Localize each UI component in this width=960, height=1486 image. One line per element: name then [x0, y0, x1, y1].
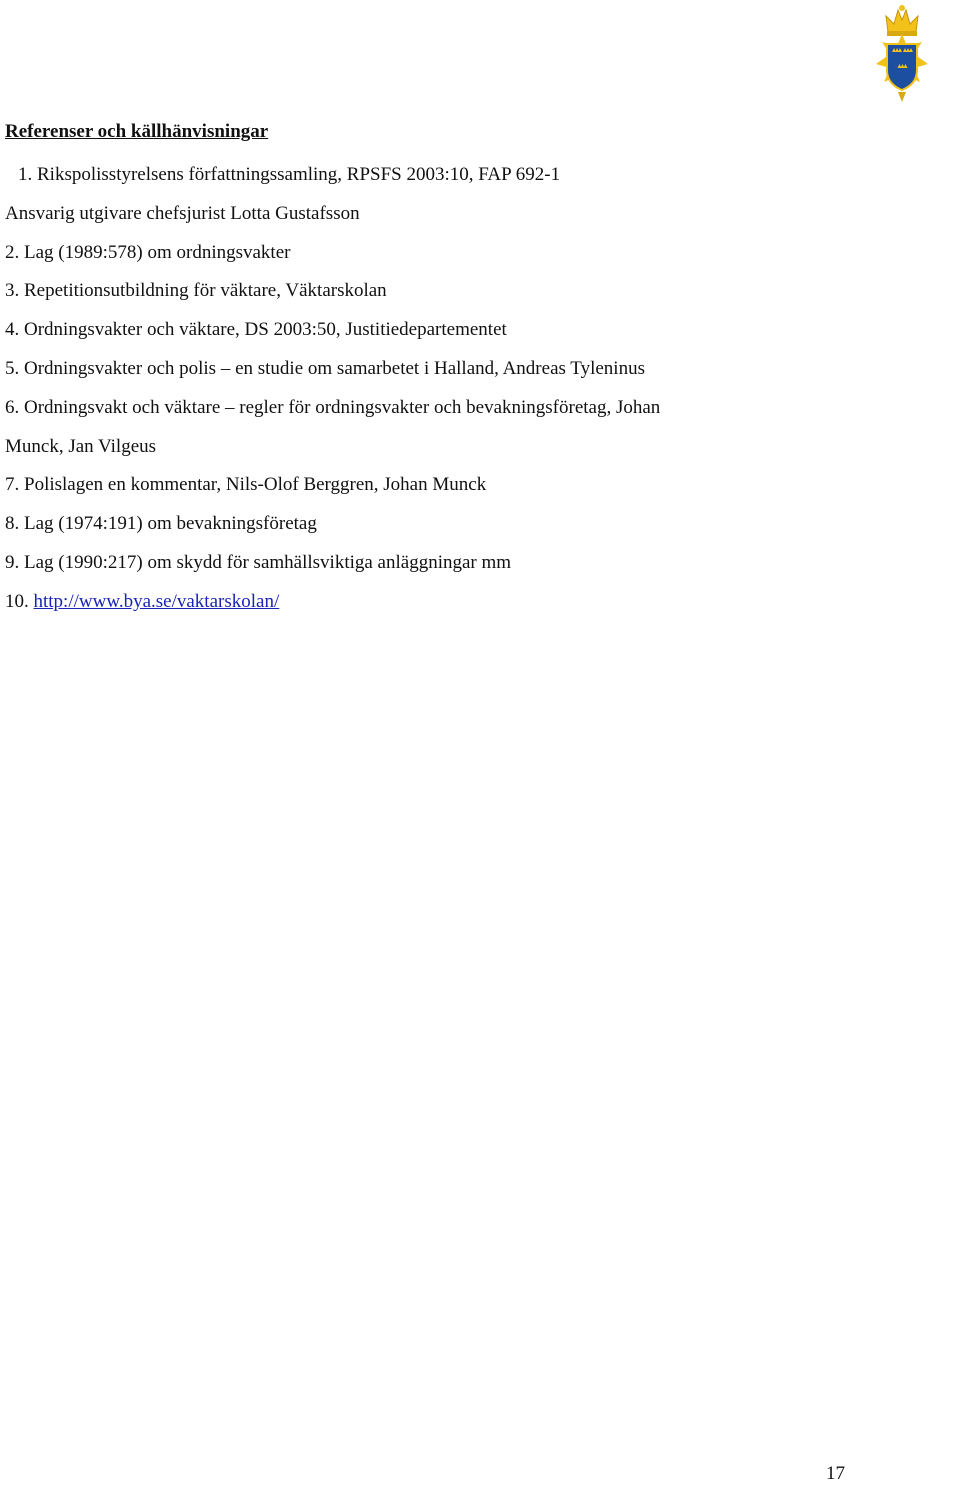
reference-item-7: 7. Polislagen en kommentar, Nils-Olof Berggren, Johan Munck [5, 474, 487, 496]
reference-item-1: 1. Rikspolisstyrelsens författningssamling, RPSFS 2003:10, FAP 692-1 [18, 164, 561, 185]
reference-item-4: 4. Ordningsvakter och väktare, DS 2003:50, Justitiedepartementet [5, 319, 507, 341]
reference-item-6-continuation: Munck, Jan Vilgeus [5, 435, 157, 457]
page-number: 17 [826, 1463, 845, 1484]
vaktarskolan-link[interactable]: http://www.bya.se/vaktarskolan/ [33, 590, 280, 612]
reference-item-2: 2. Lag (1989:578) om ordningsvakter [5, 241, 291, 263]
reference-item-9: 9. Lag (1990:217) om skydd för samhällsviktiga anläggningar mm [5, 551, 512, 573]
reference-item-5: 5. Ordningsvakter och polis – en studie om samarbetet i Halland, Andreas Tyleninus [5, 357, 645, 379]
reference-item-8: 8. Lag (1974:191) om bevakningsföretag [5, 513, 317, 535]
reference-item-1-continuation: Ansvarig utgivare chefsjurist Lotta Gustafsson [5, 202, 360, 224]
swedish-police-emblem-icon [874, 2, 930, 106]
reference-item-6: 6. Ordningsvakt och väktare – regler för ordningsvakter och bevakningsföretag, Johan [5, 396, 661, 418]
reference-item-10-number: 10. [5, 590, 34, 612]
reference-item-10 [5, 583, 925, 622]
references-heading: Referenser och källhänvisningar [5, 121, 269, 142]
references-list [5, 156, 925, 622]
reference-item-3: 3. Repetitionsutbildning för väktare, Väktarskolan [5, 280, 387, 302]
